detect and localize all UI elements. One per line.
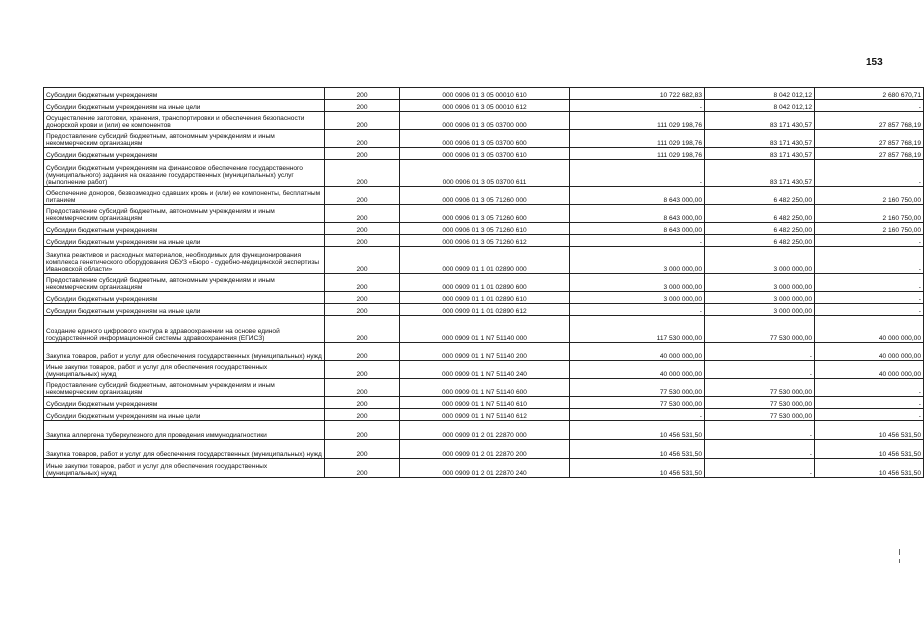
table-row (44, 187, 924, 205)
row-kbk: 000 0906 01 3 05 03700 000 (400, 112, 570, 130)
row-value-remaining: 10 456 531,50 (815, 440, 924, 459)
row-value-remaining: 27 857 768,19 (815, 148, 924, 160)
row-code: 200 (325, 304, 400, 316)
row-value-executed: 83 171 430,57 (705, 160, 815, 187)
table-row (44, 316, 924, 343)
table-row (44, 130, 924, 148)
row-code: 200 (325, 130, 400, 148)
table-row (44, 205, 924, 223)
row-name: Субсидии бюджетным учреждениям (44, 397, 325, 409)
row-code: 200 (325, 459, 400, 478)
row-kbk: 000 0906 01 3 05 00010 610 (400, 88, 570, 100)
row-value-approved: 10 456 531,50 (570, 459, 705, 478)
row-name: Обеспечение доноров, безвозмездно сдавших кровь и (или) ее компоненты, бесплатным питанием (44, 187, 325, 205)
row-name: Субсидии бюджетным учреждениям на финансовое обеспечение государственного (муниципального) задания на оказание государственных (муниципальных) услуг (выполнение работ) (44, 160, 325, 187)
scan-mark (899, 559, 900, 563)
row-value-remaining: - (815, 409, 924, 421)
row-kbk: 000 0909 01 1 01 02890 612 (400, 304, 570, 316)
row-value-executed: - (705, 440, 815, 459)
row-code: 200 (325, 409, 400, 421)
row-value-approved: - (570, 304, 705, 316)
row-kbk: 000 0906 01 3 05 00010 612 (400, 100, 570, 112)
row-value-executed: 8 042 012,12 (705, 100, 815, 112)
row-name: Субсидии бюджетным учреждениям на иные цели (44, 100, 325, 112)
row-code: 200 (325, 316, 400, 343)
row-value-executed: 3 000 000,00 (705, 292, 815, 304)
row-value-remaining: - (815, 292, 924, 304)
row-value-remaining: 2 160 750,00 (815, 187, 924, 205)
row-value-approved: - (570, 409, 705, 421)
row-code: 200 (325, 148, 400, 160)
row-value-executed: 8 042 012,12 (705, 88, 815, 100)
row-value-approved: 77 530 000,00 (570, 379, 705, 397)
row-value-executed: 3 000 000,00 (705, 304, 815, 316)
row-code: 200 (325, 187, 400, 205)
row-value-remaining: 10 456 531,50 (815, 459, 924, 478)
row-value-approved: - (570, 235, 705, 247)
page-number: 153 (866, 57, 883, 68)
row-kbk: 000 0909 01 2 01 22870 000 (400, 421, 570, 440)
row-kbk: 000 0909 01 2 01 22870 240 (400, 459, 570, 478)
row-value-remaining: 27 857 768,19 (815, 130, 924, 148)
row-value-approved: 8 643 000,00 (570, 205, 705, 223)
row-code: 200 (325, 361, 400, 379)
row-name: Предоставление субсидий бюджетным, автономным учреждениям и иным некоммерческим организациям (44, 130, 325, 148)
row-kbk: 000 0909 01 1 N7 51140 000 (400, 316, 570, 343)
row-value-approved: 10 456 531,50 (570, 421, 705, 440)
row-value-executed: - (705, 459, 815, 478)
row-code: 200 (325, 160, 400, 187)
row-name: Создание единого цифрового контура в здравоохранении на основе единой государственной информационной системы здравоохранения (ЕГИСЗ) (44, 316, 325, 343)
row-value-approved: 111 029 198,76 (570, 130, 705, 148)
row-kbk: 000 0909 01 1 N7 51140 600 (400, 379, 570, 397)
row-value-approved: 3 000 000,00 (570, 274, 705, 292)
row-name: Закупка реактивов и расходных материалов, необходимых для функционирования комплекса генетического оборудования ОБУЗ «Бюро - судебно-медицинской экспертизы Ивановской области» (44, 247, 325, 274)
row-code: 200 (325, 100, 400, 112)
row-name: Предоставление субсидий бюджетным, автономным учреждениям и иным некоммерческим организациям (44, 379, 325, 397)
row-value-approved: 40 000 000,00 (570, 361, 705, 379)
row-value-executed: - (705, 343, 815, 361)
row-value-executed: 83 171 430,57 (705, 148, 815, 160)
row-code: 200 (325, 379, 400, 397)
row-value-approved: 111 029 198,76 (570, 148, 705, 160)
row-name: Субсидии бюджетным учреждениям на иные цели (44, 235, 325, 247)
row-value-remaining: 2 680 670,71 (815, 88, 924, 100)
row-value-executed: 77 530 000,00 (705, 379, 815, 397)
row-kbk: 000 0909 01 1 N7 51140 240 (400, 361, 570, 379)
table-row (44, 247, 924, 274)
row-kbk: 000 0906 01 3 05 71260 610 (400, 223, 570, 235)
row-name: Предоставление субсидий бюджетным, автономным учреждениям и иным некоммерческим организациям (44, 274, 325, 292)
row-value-executed: - (705, 421, 815, 440)
row-value-remaining: - (815, 379, 924, 397)
table-row (44, 409, 924, 421)
row-value-approved: - (570, 160, 705, 187)
row-value-remaining: 27 857 768,19 (815, 112, 924, 130)
row-kbk: 000 0909 01 1 01 02890 000 (400, 247, 570, 274)
row-value-remaining: - (815, 397, 924, 409)
row-code: 200 (325, 343, 400, 361)
row-value-executed: 3 000 000,00 (705, 247, 815, 274)
row-name: Субсидии бюджетным учреждениям (44, 292, 325, 304)
row-value-approved: 10 456 531,50 (570, 440, 705, 459)
row-value-approved: 117 530 000,00 (570, 316, 705, 343)
row-value-remaining: - (815, 247, 924, 274)
row-name: Предоставление субсидий бюджетным, автономным учреждениям и иным некоммерческим организациям (44, 205, 325, 223)
row-value-remaining: 40 000 000,00 (815, 361, 924, 379)
row-value-remaining: 2 160 750,00 (815, 205, 924, 223)
row-name: Закупка товаров, работ и услуг для обеспечения государственных (муниципальных) нужд (44, 343, 325, 361)
row-name: Субсидии бюджетным учреждениям (44, 148, 325, 160)
row-value-remaining: - (815, 304, 924, 316)
row-code: 200 (325, 397, 400, 409)
row-value-remaining: 40 000 000,00 (815, 343, 924, 361)
row-kbk: 000 0906 01 3 05 03700 600 (400, 130, 570, 148)
row-code: 200 (325, 292, 400, 304)
row-kbk: 000 0906 01 3 05 71260 612 (400, 235, 570, 247)
row-value-approved: 3 000 000,00 (570, 247, 705, 274)
budget-table-body (44, 88, 924, 478)
row-value-executed: 83 171 430,57 (705, 130, 815, 148)
table-row (44, 343, 924, 361)
row-kbk: 000 0909 01 1 N7 51140 612 (400, 409, 570, 421)
row-value-executed: 77 530 000,00 (705, 409, 815, 421)
row-value-remaining: - (815, 274, 924, 292)
row-name: Субсидии бюджетным учреждениям на иные цели (44, 409, 325, 421)
row-code: 200 (325, 247, 400, 274)
row-value-remaining: - (815, 235, 924, 247)
row-value-executed: 6 482 250,00 (705, 235, 815, 247)
row-kbk: 000 0909 01 1 N7 51140 200 (400, 343, 570, 361)
table-row (44, 112, 924, 130)
row-name: Осуществление заготовки, хранения, транспортировки и обеспечения безопасности донорской крови и (или) ее компонентов (44, 112, 325, 130)
table-row (44, 160, 924, 187)
row-code: 200 (325, 88, 400, 100)
row-name: Иные закупки товаров, работ и услуг для обеспечения государственных (муниципальных) нужд (44, 361, 325, 379)
table-row (44, 421, 924, 440)
row-code: 200 (325, 440, 400, 459)
table-row (44, 274, 924, 292)
table-row (44, 304, 924, 316)
row-value-remaining: 40 000 000,00 (815, 316, 924, 343)
row-kbk: 000 0909 01 2 01 22870 200 (400, 440, 570, 459)
row-name: Субсидии бюджетным учреждениям на иные цели (44, 304, 325, 316)
row-value-approved: - (570, 100, 705, 112)
row-value-remaining: 10 456 531,50 (815, 421, 924, 440)
row-kbk: 000 0909 01 1 01 02890 600 (400, 274, 570, 292)
row-name: Субсидии бюджетным учреждениям (44, 223, 325, 235)
row-code: 200 (325, 112, 400, 130)
row-value-approved: 8 643 000,00 (570, 187, 705, 205)
row-value-approved: 8 643 000,00 (570, 223, 705, 235)
row-value-executed: 3 000 000,00 (705, 274, 815, 292)
row-value-approved: 3 000 000,00 (570, 292, 705, 304)
table-row (44, 379, 924, 397)
table-row (44, 223, 924, 235)
row-kbk: 000 0906 01 3 05 71260 600 (400, 205, 570, 223)
table-row (44, 148, 924, 160)
row-value-approved: 40 000 000,00 (570, 343, 705, 361)
row-name: Закупка аллергена туберкулезного для проведения иммунодиагностики (44, 421, 325, 440)
row-kbk: 000 0909 01 1 01 02890 610 (400, 292, 570, 304)
row-value-executed: 6 482 250,00 (705, 187, 815, 205)
row-value-executed: 83 171 430,57 (705, 112, 815, 130)
table-row (44, 235, 924, 247)
table-row (44, 88, 924, 100)
row-value-executed: - (705, 361, 815, 379)
row-value-executed: 77 530 000,00 (705, 316, 815, 343)
table-row (44, 459, 924, 478)
table-row (44, 440, 924, 459)
row-value-executed: 6 482 250,00 (705, 205, 815, 223)
row-kbk: 000 0906 01 3 05 71260 000 (400, 187, 570, 205)
row-name: Субсидии бюджетным учреждениям (44, 88, 325, 100)
row-value-remaining: 2 160 750,00 (815, 223, 924, 235)
table-row (44, 292, 924, 304)
table-row (44, 100, 924, 112)
row-code: 200 (325, 235, 400, 247)
row-code: 200 (325, 205, 400, 223)
row-value-executed: 6 482 250,00 (705, 223, 815, 235)
row-name: Иные закупки товаров, работ и услуг для обеспечения государственных (муниципальных) нужд (44, 459, 325, 478)
row-value-approved: 111 029 198,76 (570, 112, 705, 130)
row-kbk: 000 0909 01 1 N7 51140 610 (400, 397, 570, 409)
table-row (44, 361, 924, 379)
row-value-remaining: - (815, 160, 924, 187)
row-value-executed: 77 530 000,00 (705, 397, 815, 409)
row-value-approved: 10 722 682,83 (570, 88, 705, 100)
table-row (44, 397, 924, 409)
row-value-remaining: - (815, 100, 924, 112)
row-code: 200 (325, 421, 400, 440)
row-value-approved: 77 530 000,00 (570, 397, 705, 409)
row-name: Закупка товаров, работ и услуг для обеспечения государственных (муниципальных) нужд (44, 440, 325, 459)
row-kbk: 000 0906 01 3 05 03700 610 (400, 148, 570, 160)
row-code: 200 (325, 274, 400, 292)
scan-mark (899, 549, 900, 555)
row-code: 200 (325, 223, 400, 235)
row-kbk: 000 0906 01 3 05 03700 611 (400, 160, 570, 187)
budget-table (43, 87, 924, 478)
